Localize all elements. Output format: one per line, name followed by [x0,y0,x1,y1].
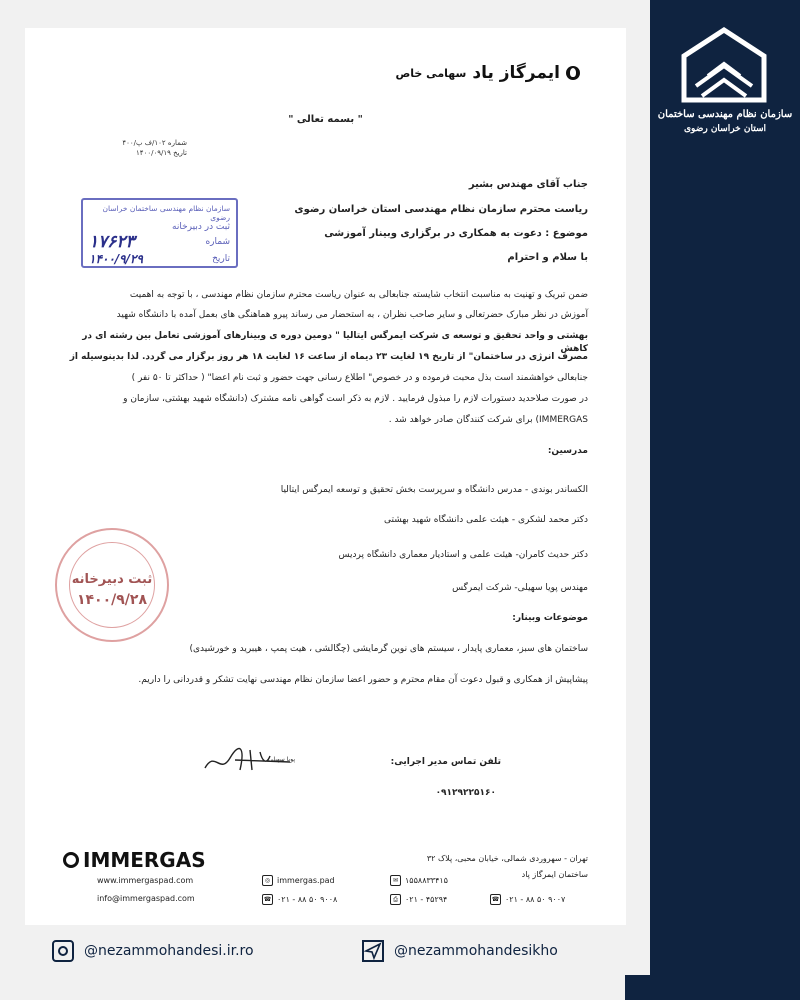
phone1-text: ۰۲۱ - ۸۸ ۵۰ ۹۰۰۸ [277,895,338,904]
footer-phone2 [490,894,565,905]
letter-reference [47,138,187,158]
instructor-item: مهندس پویا سهیلی- شرکت ایمرگس [452,583,588,593]
phone-icon: ☎ [263,896,272,903]
closing-text: پیشاپیش از همکاری و قبول دعوت آن مقام محترم و حضور اعضا سازمان نظام مهندسی نهایت تشکر و قدردانی را داریم. [138,675,588,685]
contact-phone: ۰۹۱۲۹۲۲۵۱۶۰ [435,788,496,798]
topics-title: موضوعات وبینار: [512,613,588,623]
received-stamp-number: ۱۷۶۲۳ [89,232,135,252]
ref-number: شماره ۱۰۲/ف پ/۴۰۰ [122,139,187,147]
greeting: با سلام و احترام [507,252,588,263]
postal-text: ۱۵۵۸۸۳۳۴۱۵ [405,876,448,885]
round-stamp-date: ۱۴۰۰/۹/۲۸ [76,592,148,608]
instructor-item: دکتر حدیث کامران- هیئت علمی و استادیار معماری دانشگاه پردیس [338,550,588,560]
company-type: سهامی خاص [395,66,467,80]
telegram-handle: @nezammohandesikho [394,943,558,959]
telegram-link[interactable] [362,940,558,962]
bismillah: " بسمه تعالی " [288,114,363,125]
received-stamp-date-label: تاریخ [212,254,230,264]
email-text: info@immergaspad.com [97,894,195,903]
body-line: در صورت صلاحدید دستورات لازم را مبذول فرمایید . لازم به ذکر است گواهی نامه مشترک (دانشگاه شهید بهشتی، سازمان و [123,394,588,404]
immergas-logo-icon [63,852,79,868]
contact-label: تلفن تماس مدیر اجرایی: [390,757,501,767]
instagram-link[interactable] [52,940,254,962]
footer-fax [390,894,447,905]
instagram-icon [52,940,74,962]
org-logo-icon [678,26,770,104]
body-line: جنابعالی خواهشمند است بذل محبت فرموده و در خصوص" اطلاع رسانی جهت حضور و ثبت نام اعضا" ( حداکثر تا ۵۰ نفر ) [131,373,588,383]
received-stamp-date: ۱۴۰۰/۹/۲۹ [89,252,143,266]
social-bar [0,940,800,980]
org-title-line2: استان خراسان رضوی [684,124,766,134]
signature-name: پویا سهیلی [268,756,295,763]
body-line: بهشتی و واحد تحقیق و توسعه ی شرکت ایمرگس ایتالیا " دومین دوره ی وبینارهای آموزشی تعامل بین رشته ای در کاهش [82,331,588,354]
company-logo [396,63,581,83]
website-text: www.immergaspad.com [97,876,194,885]
footer-instagram [262,875,335,886]
footer-logo-text: IMMERGAS [83,848,206,872]
fax-icon: ⎙ [390,894,401,905]
body-line: IMMERGAS) برای شرکت کنندگان صادر خواهد شد . [388,415,588,425]
footer-phone1 [262,894,337,905]
org-title-line1: سازمان نظام مهندسی ساختمان [657,109,793,120]
footer-address: تهران - سهروردی شمالی، خیابان محبی، پلاک ۳۲ [426,854,588,863]
immergas-flame-icon [566,66,580,80]
phone-icon: ☎ [491,896,500,903]
subject: موضوع : دعوت به همکاری در برگزاری وبینار آموزشی [324,228,588,239]
brand-sidebar [650,0,800,975]
immergas-footer-logo [63,848,206,872]
letter-page [25,28,626,925]
received-stamp-label: ثبت در دبیرخانه [172,222,230,232]
recipient-title: ریاست محترم سازمان نظام مهندسی استان خراسان رضوی [294,204,588,215]
org-title [650,108,800,136]
round-stamp-text: ثبت دبیرخانه [71,572,153,587]
telegram-icon [362,940,384,962]
body-line: مصرف انرژی در ساختمان" از تاریخ ۱۹ لغایت ۲۳ دیماه از ساعت ۱۶ لغایت ۱۸ هر روز برگزار می گردد. لذا بدینوسیله از [69,352,588,362]
footer-postal [390,875,448,886]
body-line: آموزش در نظر مبارک حضرتعالی و سایر صاحب نظران ، به استحضار می رساند پیرو هماهنگی های بعمل آمده با دانشگاه شهید [116,310,588,320]
body-line: ضمن تبریک و تهنیت به مناسبت انتخاب شایسته جنابعالی به عنوان ریاست محترم سازمان نظام مهندسی ، با توجه به اهمیت [129,290,588,300]
instructor-item: الکساندر بوندی - مدرس دانشگاه و سرپرست بخش تحقیق و توسعه ایمرگس ایتالیا [280,485,588,495]
instagram-text: immergas.pad [277,876,335,885]
round-stamp [55,528,169,642]
signature [200,740,295,780]
instagram-icon: ◎ [262,875,273,886]
recipient-name: جناب آقای مهندس بشیر [468,179,588,190]
instagram-handle: @nezammohandesi.ir.ro [84,943,254,959]
mailbox-icon: ✉ [390,875,401,886]
fax-text: ۰۲۱ - ۴۵۲۹۴ [405,895,448,904]
instructors-title: مدرسین: [547,446,588,456]
ref-date: تاریخ ۱۴۰۰/۰۹/۱۹ [136,149,187,157]
company-name: ایمرگاز یاد [472,63,560,83]
footer-building: ساختمان ایمرگاز پاد [521,870,588,879]
topics-text: ساختمان های سبز، معماری پایدار ، سیستم های نوین گرمایشی (چگالشی ، هیت پمپ ، هیبرید و خورشیدی) [189,644,588,654]
footer-email [97,894,195,903]
received-stamp-org: سازمان نظام مهندسی ساختمان خراسان رضوی [102,204,230,222]
footer-website [97,876,193,885]
phone2-text: ۰۲۱ - ۸۸ ۵۰ ۹۰۰۷ [505,895,566,904]
received-stamp-number-label: شماره [205,237,230,247]
instructor-item: دکتر محمد لشکری - هیئت علمی دانشگاه شهید بهشتی [384,515,588,525]
